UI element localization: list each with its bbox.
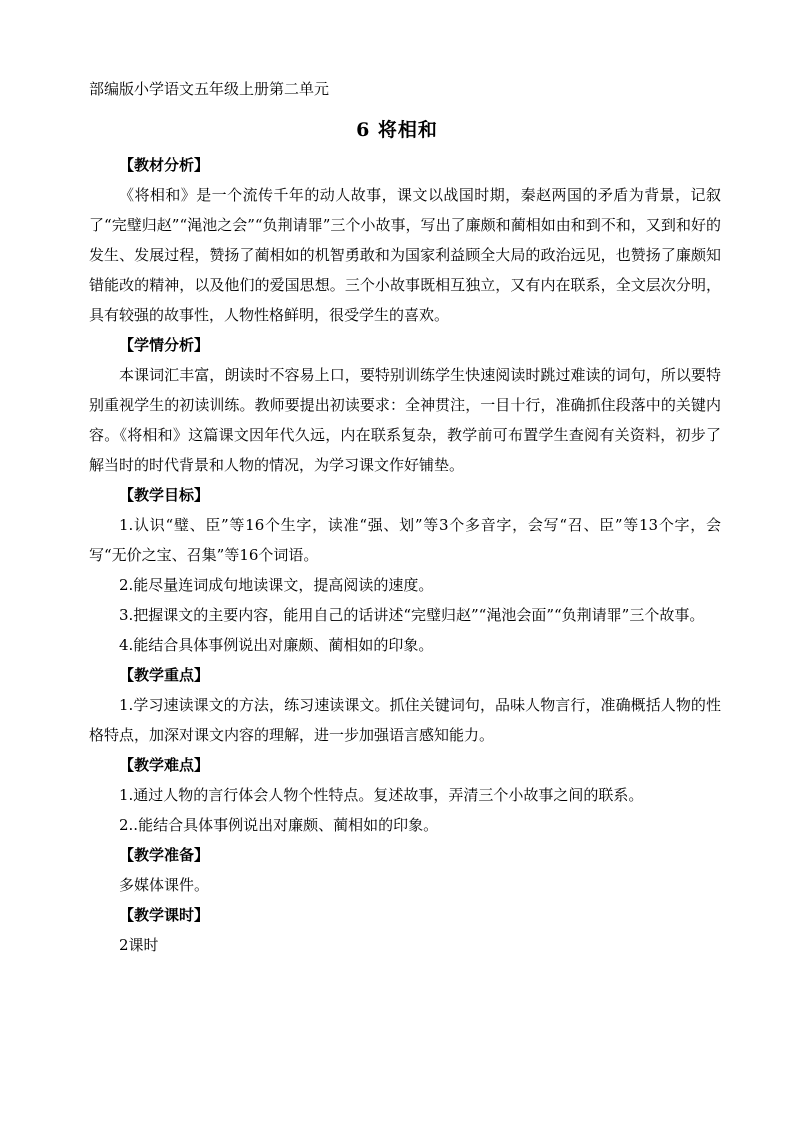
class-hours-text: 2课时: [119, 936, 159, 954]
document-body: [89, 150, 721, 960]
section-heading-preparation: 【教学准备】: [119, 846, 210, 864]
section-heading-teaching-objectives: 【教学目标】: [119, 486, 210, 504]
section-paragraph: 本课词汇丰富，朗读时不容易上口，要特别训练学生快速阅读时跳过难读的词句，所以要特别重视学生的初读训练。教师要提出初读要求：全神贯注，一目十行，准确抓住段落中的关键内容。《将相和》这篇课文因年代久远，内在联系复杂，教学前可布置学生查阅有关资料，初步了解当时的时代背景和人物的情况，为学习课文作好铺垫。: [89, 366, 721, 474]
section-heading-key-points: 【教学重点】: [119, 666, 210, 684]
document-header: 部编版小学语文五年级上册第二单元: [89, 80, 330, 98]
section-heading-difficulties: 【教学难点】: [119, 756, 210, 774]
section-paragraph: 《将相和》是一个流传千年的动人故事，课文以战国时期，秦赵两国的矛盾为背景，记叙了“完璧归赵”“渑池之会”“负荆请罪”三个小故事，写出了廉颇和蔺相如由和到不和，又到和好的发生、发展过程，赞扬了蔺相如的机智勇敢和为国家利益顾全大局的政治远见，也赞扬了廉颇知错能改的精神，以及他们的爱国思想。三个小故事既相互独立，又有内在联系，全文层次分明，具有较强的故事性，人物性格鲜明，很受学生的喜欢。: [89, 186, 721, 324]
objective-item: 1.认识“璧、臣”等16个生字，读准“强、划”等3个多音字，会写“召、臣”等13个字，会写“无价之宝、召集”等16个词语。: [89, 516, 721, 564]
document-title: 6 将相和: [356, 119, 438, 141]
section-heading-textbook-analysis: 【教材分析】: [119, 156, 210, 174]
key-point-item: 1.学习速读课文的方法，练习速读课文。抓住关键词句，品味人物言行，准确概括人物的性格特点，加深对课文内容的理解，进一步加强语言感知能力。: [89, 696, 721, 744]
difficulty-item: 1.通过人物的言行体会人物个性特点。复述故事，弄清三个小故事之间的联系。: [119, 786, 644, 804]
objective-item: 2.能尽量连词成句地读课文，提高阅读的速度。: [119, 576, 434, 594]
section-heading-class-hours: 【教学课时】: [119, 906, 210, 924]
objective-item: 3.把握课文的主要内容，能用自己的话讲述“完璧归赵”“渑池会面”“负荆请罪”三个故事。: [119, 606, 705, 624]
objective-item: 4.能结合具体事例说出对廉颇、蔺相如的印象。: [119, 636, 434, 654]
preparation-text: 多媒体课件。: [119, 876, 210, 894]
section-heading-student-analysis: 【学情分析】: [119, 336, 210, 354]
difficulty-item: 2..能结合具体事例说出对廉颇、蔺相如的印象。: [119, 816, 439, 834]
